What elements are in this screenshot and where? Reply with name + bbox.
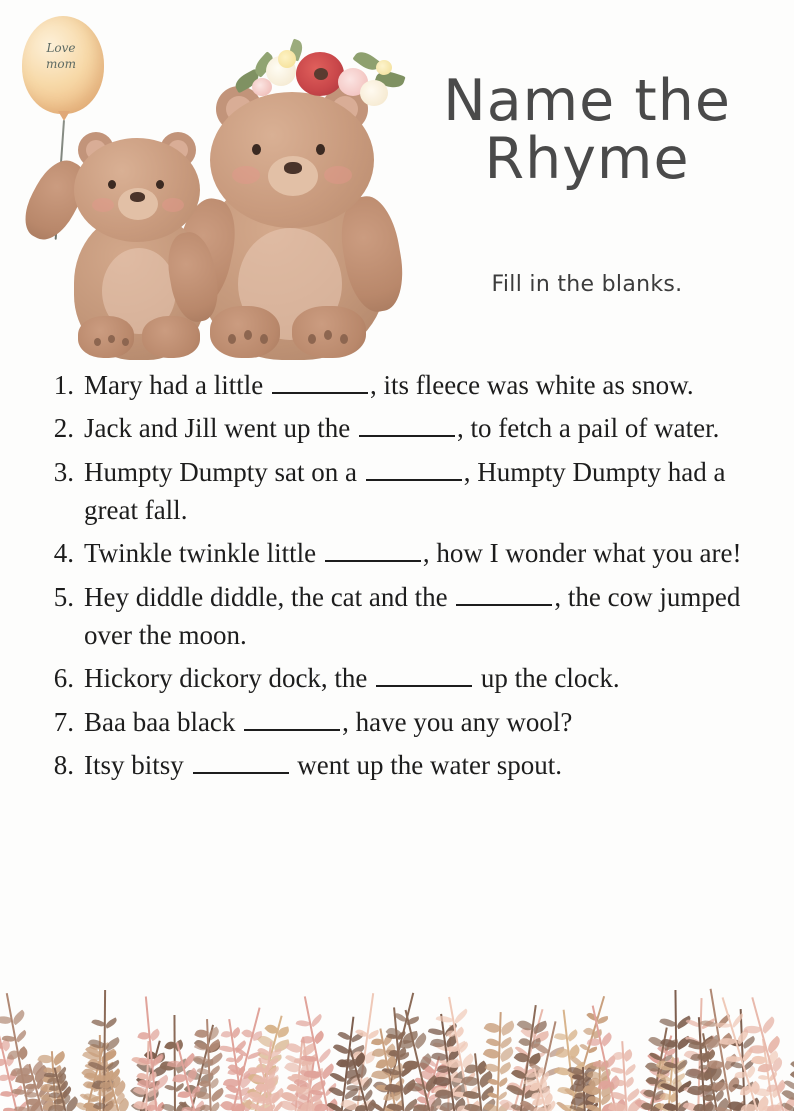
mama-bear-paw-dot — [260, 334, 268, 344]
foliage-leaf — [345, 1068, 358, 1080]
question-number: 2. — [53, 413, 74, 444]
foliage-leaf — [24, 1082, 35, 1090]
crown-flower-small-pink — [252, 78, 272, 96]
baby-bear-eye-right — [156, 180, 164, 189]
answer-blank[interactable] — [272, 372, 368, 394]
title-line-2: Rhyme — [484, 126, 690, 193]
question-text-before: Baa baa black — [84, 706, 236, 737]
crown-flower-cream — [360, 80, 388, 106]
question-number: 1. — [53, 370, 74, 400]
foliage-leaf — [592, 1059, 605, 1069]
question-text-before: Hey diddle diddle, the cat and the — [84, 581, 448, 612]
answer-blank[interactable] — [359, 415, 455, 437]
baby-bear-cheek-right — [162, 198, 184, 212]
question-item — [36, 578, 766, 655]
question-text-after: , the cow jumped over the moon. — [84, 581, 741, 650]
question-number: 5. — [53, 581, 74, 612]
question-text — [84, 409, 766, 447]
question-text-before: Humpty Dumpty sat on a — [84, 456, 357, 487]
question-item — [36, 746, 766, 784]
foliage-leaf — [726, 1055, 741, 1064]
foliage-leaf — [457, 1041, 469, 1053]
foliage-leaf — [609, 1089, 626, 1101]
foliage-leaf — [720, 1037, 737, 1047]
question-number: 3. — [53, 456, 74, 487]
baby-bear-leg-right — [142, 316, 200, 358]
baby-bear-eye-left — [108, 180, 116, 189]
baby-bear-nose — [130, 192, 145, 202]
foliage-leaf — [104, 1018, 118, 1029]
question-item — [36, 453, 766, 530]
baby-bear-paw-dot — [122, 338, 129, 346]
question-text-before: Mary had a little — [84, 370, 264, 400]
foliage-leaf — [782, 1087, 794, 1103]
foliage-leaf — [177, 1090, 191, 1099]
mama-bear-paw-dot — [340, 334, 348, 344]
foliage-stem — [145, 997, 158, 1111]
question-text-after: , how I wonder what you are! — [422, 538, 742, 569]
foliage-leaf — [310, 1013, 325, 1027]
foliage-border — [0, 961, 794, 1111]
baby-bear-paw-dot — [94, 338, 101, 346]
balloon-text-line-2: mom — [46, 57, 76, 72]
question-text — [84, 366, 766, 404]
foliage-leaf — [659, 1016, 676, 1030]
foliage-leaf — [352, 1094, 364, 1102]
question-text-after: went up the water spout. — [290, 749, 562, 780]
question-text-before: Jack and Jill went up the — [84, 413, 351, 444]
mama-bear-nose — [284, 162, 302, 174]
title-line-1: Name the — [443, 68, 731, 134]
baby-bear-leg-left — [78, 316, 134, 358]
question-text-after: , to fetch a pail of water. — [456, 413, 720, 444]
question-text — [84, 578, 766, 655]
question-number: 6. — [53, 663, 74, 694]
question-text-after: up the clock. — [474, 663, 620, 694]
question-text-before: Itsy bitsy — [84, 749, 184, 780]
crown-flower-small-yellow — [376, 60, 392, 75]
mama-bear-paw-dot — [244, 330, 252, 340]
balloon-text-line-1: Love — [46, 41, 76, 55]
question-text-after: , Humpty Dumpty had a great fall. — [84, 456, 726, 525]
question-item — [36, 409, 766, 447]
foliage-stem — [674, 990, 678, 1111]
question-text-before: Hickory dickory dock, the — [84, 663, 368, 694]
question-text — [84, 746, 766, 784]
foliage-leaf — [660, 1081, 677, 1093]
balloon-text — [30, 40, 92, 72]
crown-flower-yellow — [278, 50, 296, 68]
foliage-leaf — [499, 1036, 514, 1048]
question-text — [84, 659, 766, 697]
question-text — [84, 453, 766, 530]
question-item — [36, 366, 766, 404]
foliage-leaf — [525, 1071, 536, 1079]
foliage-leaf — [167, 1059, 183, 1070]
foliage-leaf — [233, 1040, 247, 1053]
mama-bear-paw-dot — [308, 334, 316, 344]
foliage-leaf — [765, 1084, 777, 1094]
question-list — [36, 366, 766, 789]
answer-blank[interactable] — [244, 709, 340, 731]
question-number: 8. — [53, 749, 74, 780]
question-item — [36, 534, 766, 572]
foliage-leaf — [735, 1071, 747, 1080]
foliage-leaf — [193, 1053, 209, 1065]
mama-bear-eye-left — [252, 144, 261, 155]
foliage-leaf — [403, 1059, 420, 1072]
page-subtitle: Fill in the blanks. — [491, 272, 683, 297]
foliage-leaf — [452, 1008, 469, 1023]
baby-bear-paw-dot — [108, 335, 115, 343]
answer-blank[interactable] — [193, 752, 289, 774]
answer-blank[interactable] — [456, 584, 552, 606]
question-text-after: , its fleece was white as snow. — [369, 370, 694, 400]
foliage-leaf — [11, 1009, 28, 1025]
question-number: 4. — [53, 538, 74, 569]
question-text — [84, 534, 766, 572]
answer-blank[interactable] — [376, 665, 472, 687]
baby-bear-cheek-left — [92, 198, 114, 212]
foliage-leaf — [623, 1063, 638, 1075]
mama-bear-eye-right — [316, 144, 325, 155]
question-text-after: , have you any wool? — [342, 706, 573, 737]
question-text-before: Twinkle twinkle little — [84, 538, 317, 569]
baby-bear-illustration — [50, 128, 240, 368]
answer-blank[interactable] — [366, 459, 462, 481]
foliage-leaf — [104, 1037, 122, 1051]
mama-bear-paw-dot — [324, 330, 332, 340]
foliage-leaf — [340, 1058, 354, 1069]
foliage-leaf — [715, 1022, 731, 1030]
foliage-leaf — [790, 1069, 794, 1082]
foliage-leaf — [312, 1030, 326, 1044]
page-title — [392, 68, 782, 193]
question-text — [84, 703, 766, 741]
crown-flower-red-center — [314, 68, 328, 80]
mama-bear-cheek-right — [324, 166, 352, 184]
question-number: 7. — [53, 706, 74, 737]
question-item — [36, 659, 766, 697]
foliage-leaf — [172, 1072, 187, 1084]
answer-blank[interactable] — [325, 540, 421, 562]
foliage-leaf — [15, 1030, 29, 1043]
foliage-leaf — [566, 1029, 580, 1042]
header-artwork — [0, 0, 794, 370]
question-item — [36, 703, 766, 741]
foliage-leaf — [255, 1082, 267, 1094]
foliage-leaf — [757, 1063, 772, 1075]
